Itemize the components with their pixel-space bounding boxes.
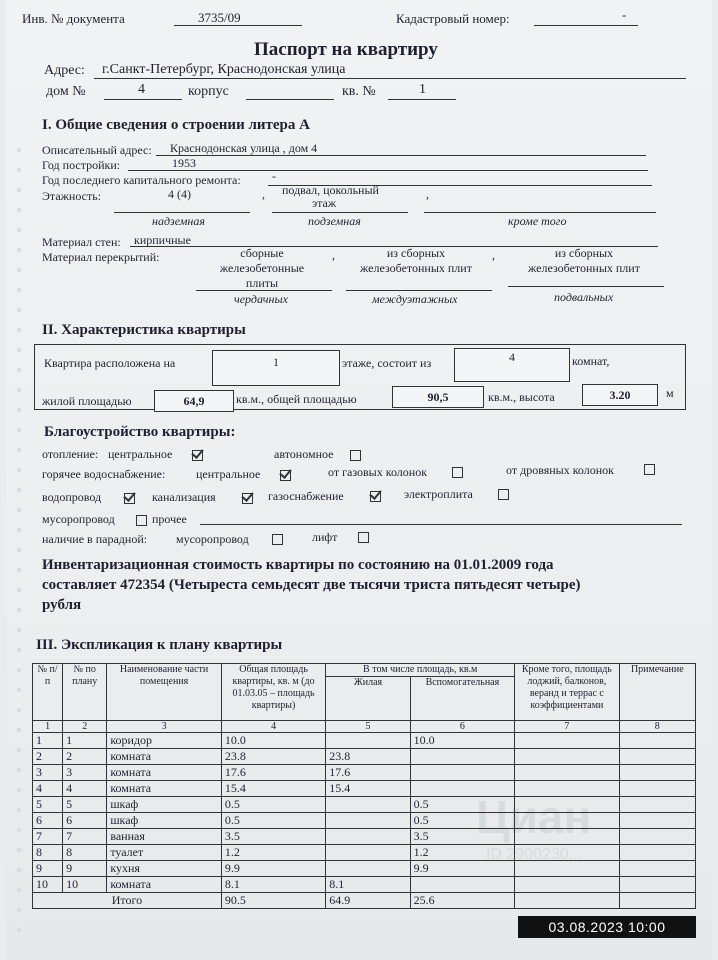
- cell-total: 3.5: [221, 829, 325, 845]
- hotwater-central-checkbox[interactable]: [280, 470, 291, 481]
- cell-p: 8: [63, 845, 107, 861]
- cell-aux: 1.2: [410, 845, 514, 861]
- cell-name: комната: [107, 765, 222, 781]
- cell-total: 10.0: [221, 733, 325, 749]
- base-line2: железобетонных плит: [528, 261, 640, 275]
- valuation-line1: Инвентаризационная стоимость квартиры по состоянию на 01.01.2009 года: [42, 557, 554, 573]
- inter-line2: железобетонных плит: [360, 261, 472, 275]
- cell-living: 8.1: [326, 877, 410, 893]
- cell-total: 1.2: [221, 845, 325, 861]
- table-row: [33, 749, 696, 765]
- column-numbers-row: 1 2 3 4 5 6 7 8: [33, 721, 696, 733]
- desc-address-value: Краснодонская улица , дом 4: [170, 141, 318, 155]
- attic-line2: железобетонные: [219, 261, 305, 275]
- table-row: [33, 845, 696, 861]
- cell-name: комната: [107, 749, 222, 765]
- address-value: г.Санкт-Петербург, Краснодонская улица: [102, 62, 346, 77]
- wood-columns-label: от дровяных колонок: [506, 463, 615, 477]
- document-page: Инв. № документа 3735/09 Кадастровый номер: - Паспорт на квартиру Адрес: г.Санкт-Петербург, Краснодонская улица дом № 4 корпус кв. № 1 I. Общие сведения о строении литера А Описательный адрес: Краснодонская улица , дом 4 Год постройки: 1953 Год последнего капитального ремонта: - Этажность: 4 (4) , подвал, цокольный этаж , надземная подземная кроме того Материал стен: кирпичные Материал перекрытий: сборные железобетонные плиты , из сборных железобетонных плит , из сборных железобетонных плит чердачных междуэтажных подвальных II. Характеристика квартиры Квартира расположена на 1 этаже, состоит из 4 комнат, жилой площадью 64,9 кв.м., общей площадью 90,5 кв.м., высота 3.20 м Благоустройство квартиры: отопление: центральное автономное горячее водоснабжение: центральное от газовых колонок от дровяных колонок водопровод канализация газоснабжение электроплита мусоропровод прочее наличие в парадной: мусоропровод лифт Инвентаризационная стоимость квартиры по состоянию на 01.01.2009 года составляет 472354 (Четыреста семьдесят две тысячи триста пятьдесят четыре) рубля III. Экспликация к плану квартиры Циан ID 2900230...: [6, 0, 712, 960]
- caption-under: подземная: [308, 214, 361, 228]
- year-value: 1953: [172, 156, 196, 170]
- cell-aux: [410, 877, 514, 893]
- cell-living: 23.8: [326, 749, 410, 765]
- kv-value: 1: [419, 82, 426, 97]
- water-label: водопровод: [42, 490, 102, 504]
- cell-n: 9: [33, 861, 63, 877]
- floors-label: Этажность:: [42, 189, 102, 203]
- cell-total: 23.8: [221, 749, 325, 765]
- binder-holes: [16, 140, 22, 940]
- table-row: [33, 765, 696, 781]
- cell-n: 5: [33, 797, 63, 813]
- lift-checkbox[interactable]: [358, 532, 369, 543]
- caption-inter: междуэтажных: [372, 292, 458, 306]
- entrance-chute-checkbox[interactable]: [272, 534, 283, 545]
- cell-living: 17.6: [326, 765, 410, 781]
- table-row: [33, 733, 696, 749]
- cell-aux: [410, 749, 514, 765]
- section3-title: III. Экспликация к плану квартиры: [36, 637, 283, 653]
- total-total: 90.5: [221, 893, 325, 909]
- cell-n: 2: [33, 749, 63, 765]
- cell-total: 17.6: [221, 765, 325, 781]
- living-value: 64,9: [154, 390, 234, 412]
- wood-columns-checkbox[interactable]: [644, 464, 655, 475]
- floor-value: 1: [212, 350, 340, 386]
- desc-address-label: Описательный адрес:: [42, 143, 152, 157]
- height-text: кв.м., высота: [488, 390, 555, 404]
- heating-autonomous-checkbox[interactable]: [350, 450, 361, 461]
- cell-p: 6: [63, 813, 107, 829]
- gas-checkbox[interactable]: [370, 491, 381, 502]
- cell-name: комната: [107, 781, 222, 797]
- header-extra: Кроме того, площадь лоджий, балконов, веранд и террас с коэффициентами: [515, 664, 619, 721]
- cell-p: 10: [63, 877, 107, 893]
- attic-line1: сборные: [240, 246, 284, 260]
- cell-living: [326, 733, 410, 749]
- cell-living: [326, 829, 410, 845]
- cell-aux: [410, 781, 514, 797]
- total-row: [33, 893, 696, 909]
- cell-n: 6: [33, 813, 63, 829]
- cell-n: 3: [33, 765, 63, 781]
- address-label: Адрес:: [44, 63, 85, 78]
- house-value: 4: [138, 82, 145, 97]
- header-plan: № по плану: [63, 664, 107, 721]
- caption-base: подвальных: [554, 290, 614, 304]
- total-aux: 25.6: [410, 893, 514, 909]
- living-text: жилой площадью: [42, 394, 132, 408]
- table-row: [33, 797, 696, 813]
- floors-under-line1: подвал, цокольный: [282, 183, 379, 197]
- cell-name: шкаф: [107, 813, 222, 829]
- electro-label: электроплита: [404, 487, 473, 501]
- cell-p: 1: [63, 733, 107, 749]
- section2-title: II. Характеристика квартиры: [42, 322, 246, 338]
- floor-text: Квартира расположена на: [44, 356, 176, 370]
- cell-p: 9: [63, 861, 107, 877]
- cell-name: кухня: [107, 861, 222, 877]
- header-name: Наименование части помещения: [107, 664, 222, 721]
- cell-living: [326, 845, 410, 861]
- cell-living: [326, 813, 410, 829]
- watermark-id: ID 2900230...: [486, 846, 583, 863]
- rooms-unit: комнат,: [572, 354, 610, 368]
- cell-aux: [410, 765, 514, 781]
- inv-value: 3735/09: [198, 10, 241, 25]
- cell-n: 4: [33, 781, 63, 797]
- header-aux: Вспомогательная: [410, 677, 514, 721]
- cell-name: шкаф: [107, 797, 222, 813]
- hotwater-central-label: центральное: [196, 467, 261, 481]
- table-row: [33, 813, 696, 829]
- heating-central-checkbox[interactable]: [192, 450, 203, 461]
- walls-label: Материал стен:: [42, 235, 121, 249]
- cell-aux: 3.5: [410, 829, 514, 845]
- header-note: Примечание: [619, 664, 695, 721]
- year-label: Год постройки:: [42, 158, 121, 172]
- cell-total: 0.5: [221, 797, 325, 813]
- valuation-line3: рубля: [42, 597, 82, 613]
- photo-timestamp: 03.08.2023 10:00: [518, 916, 696, 938]
- attic-line3: плиты: [245, 276, 279, 290]
- cell-total: 15.4: [221, 781, 325, 797]
- table-row: [33, 861, 696, 877]
- chute-label: мусоропровод: [42, 512, 115, 526]
- repair-value: -: [272, 169, 276, 183]
- cell-n: 8: [33, 845, 63, 861]
- cadastral-value: -: [622, 7, 627, 22]
- cell-p: 4: [63, 781, 107, 797]
- walls-value: кирпичные: [134, 233, 191, 247]
- cell-aux: 9.9: [410, 861, 514, 877]
- cell-n: 10: [33, 877, 63, 893]
- heating-label: отопление:: [42, 447, 99, 461]
- cell-p: 5: [63, 797, 107, 813]
- height-unit: м: [666, 386, 674, 400]
- heating-central-label: центральное: [108, 447, 173, 461]
- cell-name: ванная: [107, 829, 222, 845]
- cell-total: 0.5: [221, 813, 325, 829]
- header-living: Жилая: [326, 677, 410, 721]
- height-value: 3.20: [582, 384, 658, 406]
- page-title: Паспорт на квартиру: [254, 39, 438, 60]
- floors-above: 4 (4): [168, 187, 191, 201]
- lift-label: лифт: [312, 530, 338, 544]
- sewer-label: канализация: [152, 490, 216, 504]
- sewer-checkbox[interactable]: [242, 493, 253, 504]
- cell-n: 1: [33, 733, 63, 749]
- water-checkbox[interactable]: [124, 493, 135, 504]
- caption-attic: чердачных: [234, 292, 288, 306]
- header-total: Общая площадь квартиры, кв. м (до 01.03.05 – площадь квартиры): [221, 664, 325, 721]
- total-value: 90,5: [392, 386, 484, 408]
- chute-checkbox[interactable]: [136, 515, 147, 526]
- cell-aux: 10.0: [410, 733, 514, 749]
- caption-above: надземная: [152, 214, 205, 228]
- inv-label: Инв. № документа: [22, 11, 125, 26]
- korpus-label: корпус: [188, 84, 229, 99]
- cell-total: 9.9: [221, 861, 325, 877]
- table-row: [33, 829, 696, 845]
- entrance-label: наличие в парадной:: [42, 532, 148, 546]
- rooms-text: этаже, состоит из: [342, 356, 432, 370]
- hotwater-label: горячее водоснабжение:: [42, 467, 166, 481]
- base-line1: из сборных: [554, 246, 614, 260]
- cell-aux: 0.5: [410, 797, 514, 813]
- cell-name: коридор: [107, 733, 222, 749]
- cell-n: 7: [33, 829, 63, 845]
- table-row: [33, 781, 696, 797]
- total-label: Итого: [33, 893, 222, 909]
- section1-title: I. Общие сведения о строении литера А: [42, 117, 310, 133]
- rooms-value: 4: [454, 348, 570, 382]
- table-row: [33, 877, 696, 893]
- floors-material-label: Материал перекрытий:: [42, 250, 160, 264]
- cell-p: 7: [63, 829, 107, 845]
- repair-label: Год последнего капитального ремонта:: [42, 173, 241, 187]
- caption-extra: кроме того: [508, 214, 567, 228]
- header-n: № п/п: [33, 664, 63, 721]
- cell-living: [326, 797, 410, 813]
- cadastral-label: Кадастровый номер:: [396, 11, 510, 26]
- cell-living: [326, 861, 410, 877]
- entrance-chute-label: мусоропровод: [176, 532, 249, 546]
- cell-name: комната: [107, 877, 222, 893]
- floors-under-line2: этаж: [312, 196, 337, 210]
- electro-checkbox[interactable]: [498, 489, 509, 500]
- header-incl: В том числе площадь, кв.м: [326, 664, 515, 677]
- cell-p: 3: [63, 765, 107, 781]
- cell-aux: 0.5: [410, 813, 514, 829]
- cell-total: 8.1: [221, 877, 325, 893]
- valuation-line2: составляет 472354 (Четыреста семьдесят две тысячи триста пятьдесят четыре): [42, 577, 581, 593]
- other-label: прочее: [152, 512, 187, 526]
- cell-p: 2: [63, 749, 107, 765]
- cell-name: туалет: [107, 845, 222, 861]
- house-label: дом №: [46, 84, 86, 99]
- total-text: кв.м., общей площадью: [236, 392, 357, 406]
- heating-autonomous-label: автономное: [274, 447, 334, 461]
- total-living: 64.9: [326, 893, 410, 909]
- gas-columns-checkbox[interactable]: [452, 467, 463, 478]
- cian-watermark: Циан: [476, 791, 592, 843]
- kv-label: кв. №: [342, 84, 376, 99]
- cell-living: 15.4: [326, 781, 410, 797]
- gas-columns-label: от газовых колонок: [328, 465, 428, 479]
- amenities-title: Благоустройство квартиры:: [44, 424, 236, 440]
- gas-label: газоснабжение: [268, 489, 344, 503]
- inter-line1: из сборных: [386, 246, 446, 260]
- explication-table: [32, 663, 696, 909]
